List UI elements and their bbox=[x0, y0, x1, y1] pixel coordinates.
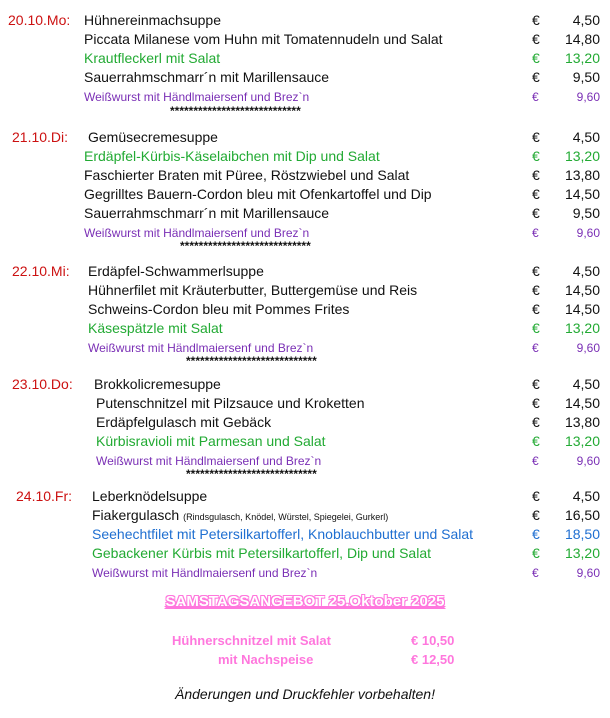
dish-text: Schweins-Cordon bleu mit Pommes Frites bbox=[88, 301, 350, 317]
day-block bbox=[0, 129, 610, 243]
menu-row bbox=[0, 129, 610, 148]
saturday-offer-item: Hühnerschnitzel mit Salat bbox=[172, 633, 331, 648]
euro-sign: € bbox=[532, 433, 540, 449]
dish-text: Fiakergulasch bbox=[92, 507, 180, 523]
dish-text: Weißwurst mit Händlmaiersenf und Brez`n bbox=[84, 90, 310, 104]
dish-price: 13,20 bbox=[564, 50, 600, 66]
dish-price: 14,80 bbox=[564, 31, 600, 47]
day-label: 20.10.Mo: bbox=[8, 12, 71, 28]
dish-price: 9,50 bbox=[572, 205, 600, 221]
dish-name bbox=[88, 129, 218, 145]
euro-sign: € bbox=[532, 205, 540, 221]
dish-price: 9,60 bbox=[576, 226, 600, 240]
euro-sign: € bbox=[532, 69, 540, 85]
dish-text: Erdäpfel-Schwammerlsuppe bbox=[88, 263, 264, 279]
dish-text: Weißwurst mit Händlmaiersenf und Brez`n bbox=[84, 226, 310, 240]
dish-name bbox=[92, 526, 473, 542]
dish-text: Gemüsecremesuppe bbox=[88, 129, 218, 145]
dish-text: Weißwurst mit Händlmaiersenf und Brez`n bbox=[88, 341, 314, 355]
dish-name bbox=[84, 226, 309, 240]
dish-name bbox=[92, 545, 431, 561]
dish-price: 9,50 bbox=[572, 69, 600, 85]
dish-price: 14,50 bbox=[564, 301, 600, 317]
euro-sign: € bbox=[532, 414, 540, 430]
euro-sign: € bbox=[532, 488, 540, 504]
menu-row bbox=[0, 69, 610, 88]
euro-sign: € bbox=[532, 566, 539, 580]
menu-row bbox=[0, 167, 610, 186]
dish-name bbox=[84, 148, 380, 164]
menu-row bbox=[0, 545, 610, 564]
euro-sign: € bbox=[532, 545, 540, 561]
dish-price: 13,20 bbox=[564, 148, 600, 164]
euro-sign: € bbox=[532, 395, 540, 411]
menu-row bbox=[0, 301, 610, 320]
euro-sign: € bbox=[532, 341, 539, 355]
dish-name bbox=[84, 69, 329, 85]
euro-sign: € bbox=[532, 31, 540, 47]
dish-price: 4,50 bbox=[572, 376, 600, 392]
euro-sign: € bbox=[532, 320, 540, 336]
menu-row bbox=[0, 205, 610, 224]
menu-row bbox=[0, 282, 610, 301]
dish-price: 9,60 bbox=[576, 90, 600, 104]
dish-text: Putenschnitzel mit Pilzsauce und Kroketten bbox=[96, 395, 365, 411]
dish-name bbox=[84, 90, 309, 104]
euro-sign: € bbox=[532, 167, 540, 183]
day-label: 23.10.Do: bbox=[12, 376, 73, 392]
day-block bbox=[0, 12, 610, 107]
dish-name bbox=[96, 454, 321, 468]
dish-price: 14,50 bbox=[564, 186, 600, 202]
euro-sign: € bbox=[532, 263, 540, 279]
menu-row bbox=[0, 263, 610, 282]
dish-text: Sauerrahmschmarr´n mit Marillensauce bbox=[84, 69, 330, 85]
dish-price: 9,60 bbox=[576, 341, 600, 355]
dish-price: 4,50 bbox=[572, 263, 600, 279]
dish-price: 16,50 bbox=[564, 507, 600, 523]
menu-row bbox=[0, 433, 610, 452]
dish-text: Leberknödelsuppe bbox=[92, 488, 208, 504]
dish-text: Hühnereinmachsuppe bbox=[84, 12, 221, 28]
dish-hint: (Rindsgulasch, Knödel, Würstel, Spiegelei, Gurkerl) bbox=[183, 512, 389, 522]
dish-name bbox=[92, 488, 207, 504]
dish-text: Kürbisravioli mit Parmesan und Salat bbox=[96, 433, 326, 449]
dish-name bbox=[92, 566, 317, 580]
euro-sign: € bbox=[532, 90, 539, 104]
day-block bbox=[0, 488, 610, 583]
euro-sign: € bbox=[532, 454, 539, 468]
day-block bbox=[0, 376, 610, 471]
dish-name bbox=[84, 205, 329, 221]
menu-row bbox=[0, 186, 610, 205]
dish-price: 4,50 bbox=[572, 488, 600, 504]
dish-text: Gebackener Kürbis mit Petersilkartofferl, Dip und Salat bbox=[92, 545, 432, 561]
menu-row bbox=[0, 564, 610, 583]
dish-name bbox=[96, 395, 364, 411]
separator: **************************** bbox=[170, 104, 301, 118]
dish-name bbox=[88, 263, 264, 279]
menu-row bbox=[0, 376, 610, 395]
day-block bbox=[0, 263, 610, 358]
day-label: 24.10.Fr: bbox=[16, 488, 73, 504]
menu-row bbox=[0, 88, 610, 107]
saturday-offer-price: € 10,50 bbox=[411, 633, 455, 648]
euro-sign: € bbox=[532, 282, 540, 298]
dish-text: Weißwurst mit Händlmaiersenf und Brez`n bbox=[96, 454, 322, 468]
disclaimer: Änderungen und Druckfehler vorbehalten! bbox=[175, 686, 435, 702]
dish-price: 9,60 bbox=[576, 566, 600, 580]
dish-name bbox=[88, 341, 313, 355]
dish-price: 14,50 bbox=[564, 395, 600, 411]
dish-price: 13,20 bbox=[564, 433, 600, 449]
dish-text: Krautfleckerl mit Salat bbox=[84, 50, 221, 66]
day-label: 21.10.Di: bbox=[12, 129, 69, 145]
dish-text: Käsespätzle mit Salat bbox=[88, 320, 223, 336]
menu-row bbox=[0, 395, 610, 414]
menu-row bbox=[0, 148, 610, 167]
euro-sign: € bbox=[532, 12, 540, 28]
dish-text: Weißwurst mit Händlmaiersenf und Brez`n bbox=[92, 566, 318, 580]
dish-name bbox=[96, 433, 326, 449]
menu-row bbox=[0, 320, 610, 339]
menu-row bbox=[0, 526, 610, 545]
euro-sign: € bbox=[532, 376, 540, 392]
dish-price: 4,50 bbox=[572, 12, 600, 28]
euro-sign: € bbox=[532, 226, 539, 240]
menu-row bbox=[0, 31, 610, 50]
menu-row bbox=[0, 414, 610, 433]
euro-sign: € bbox=[532, 526, 540, 542]
dish-price: 14,50 bbox=[564, 282, 600, 298]
saturday-offer-item: mit Nachspeise bbox=[218, 652, 314, 667]
euro-sign: € bbox=[532, 507, 540, 523]
day-label: 22.10.Mi: bbox=[12, 263, 70, 279]
dish-name bbox=[84, 186, 432, 202]
dish-name bbox=[84, 167, 409, 183]
dish-name bbox=[92, 507, 388, 523]
menu-row bbox=[0, 488, 610, 507]
dish-text: Erdäpfel-Kürbis-Käselaibchen mit Dip und Salat bbox=[84, 148, 380, 164]
dish-name bbox=[88, 320, 223, 336]
euro-sign: € bbox=[532, 129, 540, 145]
dish-price: 9,60 bbox=[576, 454, 600, 468]
dish-price: 4,50 bbox=[572, 129, 600, 145]
dish-name bbox=[84, 12, 221, 28]
dish-price: 18,50 bbox=[564, 526, 600, 542]
menu-row bbox=[0, 50, 610, 69]
dish-text: Hühnerfilet mit Kräuterbutter, Buttergemüse und Reis bbox=[88, 282, 418, 298]
euro-sign: € bbox=[532, 50, 540, 66]
dish-price: 13,20 bbox=[564, 320, 600, 336]
dish-name bbox=[84, 50, 220, 66]
separator: **************************** bbox=[180, 239, 311, 253]
dish-text: Seehechtfilet mit Petersilkartofferl, Knoblauchbutter und Salat bbox=[92, 526, 474, 542]
dish-name bbox=[94, 376, 221, 392]
dish-name bbox=[96, 414, 271, 430]
dish-price: 13,20 bbox=[564, 545, 600, 561]
dish-text: Brokkolicremesuppe bbox=[94, 376, 221, 392]
dish-text: Faschierter Braten mit Püree, Röstzwiebel und Salat bbox=[84, 167, 410, 183]
separator: **************************** bbox=[186, 467, 317, 481]
menu-row bbox=[0, 12, 610, 31]
menu-row bbox=[0, 507, 610, 526]
euro-sign: € bbox=[532, 148, 540, 164]
saturday-offer-title: SAMSTAGSANGEBOT 25.Oktober 2025 bbox=[165, 593, 445, 610]
dish-price: 13,80 bbox=[564, 414, 600, 430]
dish-name bbox=[84, 31, 443, 47]
dish-text: Erdäpfelgulasch mit Gebäck bbox=[96, 414, 272, 430]
dish-text: Piccata Milanese vom Huhn mit Tomatennudeln und Salat bbox=[84, 31, 443, 47]
dish-price: 13,80 bbox=[564, 167, 600, 183]
euro-sign: € bbox=[532, 301, 540, 317]
dish-text: Sauerrahmschmarr´n mit Marillensauce bbox=[84, 205, 330, 221]
dish-text: Gegrilltes Bauern-Cordon bleu mit Ofenkartoffel und Dip bbox=[84, 186, 432, 202]
dish-name bbox=[88, 301, 349, 317]
dish-name bbox=[88, 282, 417, 298]
euro-sign: € bbox=[532, 186, 540, 202]
separator: **************************** bbox=[186, 354, 317, 368]
saturday-offer-price: € 12,50 bbox=[411, 652, 455, 667]
